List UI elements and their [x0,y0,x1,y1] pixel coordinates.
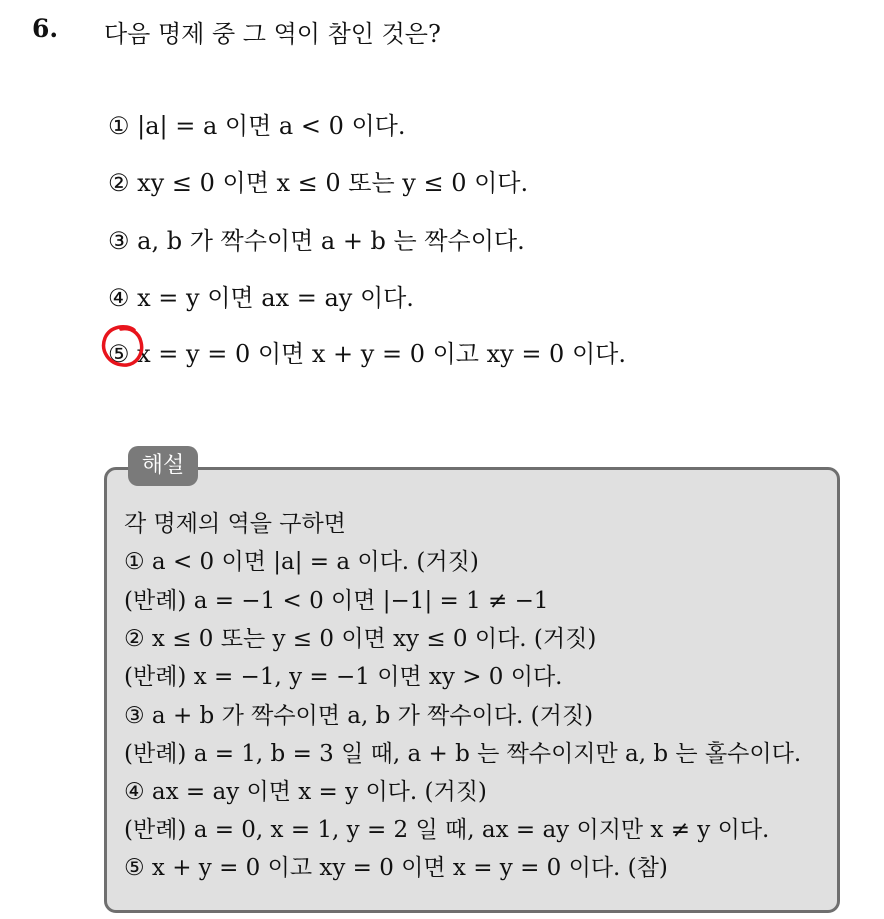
choice-5: ⑤ x = y = 0 이면 x + y = 0 이고 xy = 0 이다. [108,340,626,368]
choice-2: ② xy ≤ 0 이면 x ≤ 0 또는 y ≤ 0 이다. [108,169,529,197]
solution-line: 각 명제의 역을 구하면 [124,511,346,537]
choice-3: ③ a, b 가 짝수이면 a + b 는 짝수이다. [108,227,525,255]
solution-line: ④ ax = ay 이면 x = y 이다. (거짓) [124,779,487,805]
solution-line: (반례) a = 0, x = 1, y = 2 일 때, ax = ay 이지만 x ≠ y 이다. [124,817,770,843]
solution-line: ③ a + b 가 짝수이면 a, b 가 짝수이다. (거짓) [124,703,594,729]
choice-1: ① |a| = a 이면 a < 0 이다. [108,112,406,140]
solution-line: (반례) a = 1, b = 3 일 때, a + b 는 짝수이지만 a, b 는 홀수이다. [124,741,802,767]
question-number: 6. [32,14,59,43]
solution-line: ② x ≤ 0 또는 y ≤ 0 이면 xy ≤ 0 이다. (거짓) [124,626,597,652]
question-text: 다음 명제 중 그 역이 참인 것은? [104,20,441,48]
solution-label: 해설 [128,446,198,486]
solution-line: (반례) x = −1, y = −1 이면 xy > 0 이다. [124,664,563,690]
solution-line: (반례) a = −1 < 0 이면 |−1| = 1 ≠ −1 [124,588,549,614]
solution-line: ⑤ x + y = 0 이고 xy = 0 이면 x = y = 0 이다. (참) [124,855,668,881]
choice-4: ④ x = y 이면 ax = ay 이다. [108,284,414,312]
answer-circle-mark [100,322,146,368]
solution-line: ① a < 0 이면 |a| = a 이다. (거짓) [124,549,479,575]
